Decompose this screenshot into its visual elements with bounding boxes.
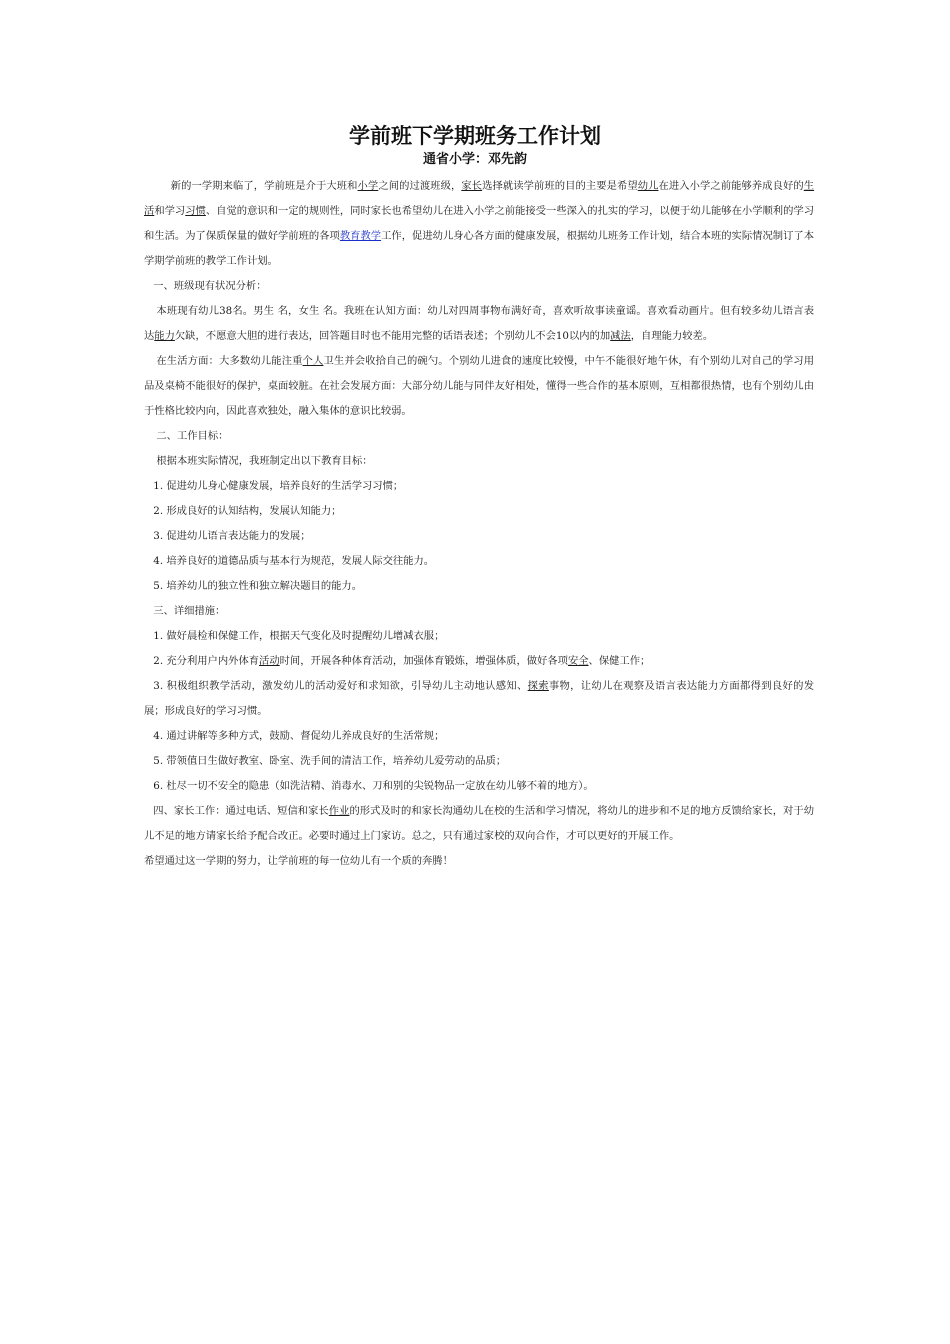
section2-lead: 根据本班实际情况，我班制定出以下教育目标： [156, 455, 373, 467]
text-run: 3. 积极组织教学活动，激发幼儿的活动爱好和求知欲，引导幼儿主动地认感知、 [153, 680, 528, 692]
text-run: 选择就读学前班的目的主要是希望 [482, 180, 638, 192]
underlined-term: 生活 [144, 180, 815, 217]
section2-heading: 二、工作目标： [156, 430, 229, 442]
text-run: 时间，开展各种体育活动，加强体育锻炼，增强体质，做好各项 [279, 655, 568, 667]
text-run: 和学习 [154, 205, 186, 217]
underlined-term: 作业 [328, 805, 350, 817]
text-run: 2. 充分利用户内外体育 [153, 655, 260, 667]
underlined-term: 安全 [567, 655, 589, 667]
underlined-term: 能力 [154, 330, 175, 342]
text-run: 、自觉的意识和一定的规则性，同时家长也希望幼儿在进入小学之前能接受一些深入的扎实的学习，以便于幼儿能够在小学顺利的学习和生活。为了保质保量的做好学前班的各项 [144, 205, 815, 242]
text-run: 卫生并会收拾自己的碗勺。个别幼儿进食的速度比较慢，中午不能很好地午休，有个别幼儿对自己的学习用品及桌椅不能很好的保护，桌面较脏。在社会发展方面：大部分幼儿能与同伴友好相处，懂得一些合作的基本原则，互相都很热情，也有个别幼儿由于性格比较内向，因此喜欢独处，融入集体的意识比较弱。 [144, 355, 815, 417]
measure-item: 5. 带领值日生做好教室、卧室、洗手间的清洁工作，培养幼儿爱劳动的品质； [153, 755, 507, 767]
measure-item: 1. 做好晨检和保健工作，根据天气变化及时提醒幼儿增减衣服； [153, 630, 445, 642]
closing-line: 希望通过这一学期的努力，让学前班的每一位幼儿有一个质的奔腾！ [144, 855, 453, 867]
goal-item: 4. 培养良好的道德品质与基本行为规范，发展人际交往能力。 [153, 555, 435, 567]
text-run: 的形式及时的和家长沟通幼儿在校的生活和学习情况，将幼儿的进步和不足的地方反馈给家长，对于幼儿不足的地方请家长给予配合改正。必要时通过上门家访。总之，只有通过家校的双向合作，才可以更好的开展工作。 [144, 805, 815, 842]
text-run: 工作，促进幼儿身心各方面的健康发展，根据幼儿班务工作计划，结合本班的实际情况制订了本学期学前班的教学工作计划。 [144, 230, 815, 267]
underlined-term: 家长 [461, 180, 483, 192]
text-run: 新的一学期来临了，学前班是介于大班和 [170, 180, 358, 192]
section1-heading: 一、班级现有状况分析： [153, 280, 267, 292]
goal-item: 5. 培养幼儿的独立性和独立解决题目的能力。 [153, 580, 363, 592]
author-line: 通省小学：邓先韵 [422, 152, 527, 167]
measure-item [144, 649, 814, 674]
education-link[interactable]: 教育教学 [339, 230, 382, 242]
section4-paragraph [144, 799, 814, 849]
text-run: 四、家长工作：通过电话、短信和家长 [153, 805, 329, 817]
section3-heading: 三、详细措施： [153, 605, 226, 617]
text-run: 之间的过渡班级， [378, 180, 462, 192]
text-run: 本班现有幼儿38名。男生 名，女生 名。我班在认知方面：幼儿对四周事物布满好奇，喜欢听故事读童谣。喜欢看动画片。但有较多幼儿语言表达 [144, 305, 814, 342]
text-run: 在进入小学之前能够养成良好的 [658, 180, 804, 192]
underlined-term: 小学 [357, 180, 379, 192]
measure-item [144, 674, 814, 724]
underlined-term: 减法 [610, 330, 631, 342]
text-run: 在生活方面：大多数幼儿能注重 [156, 355, 303, 367]
text-run: 事物，让幼儿在观察及语言表达能力方面都得到良好的发展；形成良好的学习习惯。 [144, 680, 814, 717]
underlined-term: 习惯 [185, 205, 206, 217]
underlined-term: 活动 [259, 655, 280, 667]
text-run: 、保健工作； [588, 655, 651, 667]
underlined-term: 幼儿 [637, 180, 659, 192]
underlined-term: 探索 [527, 680, 549, 692]
goal-item: 2. 形成良好的认知结构，发展认知能力； [153, 505, 342, 517]
section1-paragraph-1 [144, 299, 814, 349]
text-run: 欠缺，不愿意大胆的进行表达，回答题目时也不能用完整的话语表述；个别幼儿不会10以内的加 [174, 330, 611, 342]
document-body [144, 174, 814, 874]
text-run: ，自理能力较差。 [630, 330, 714, 342]
section1-paragraph-2 [144, 349, 814, 424]
page-title: 学前班下学期班务工作计划 [349, 124, 601, 148]
underlined-term: 个人 [302, 355, 324, 367]
goal-item: 3. 促进幼儿语言表达能力的发展； [153, 530, 311, 542]
goal-item: 1. 促进幼儿身心健康发展，培养良好的生活学习习惯； [153, 480, 404, 492]
intro-paragraph [144, 174, 814, 274]
measure-item: 4. 通过讲解等多种方式，鼓励、督促幼儿养成良好的生活常规； [153, 730, 445, 742]
measure-item: 6. 杜尽一切不安全的隐患（如洗洁精、消毒水、刀和别的尖锐物品一定放在幼儿够不着的地方）。 [153, 780, 594, 792]
